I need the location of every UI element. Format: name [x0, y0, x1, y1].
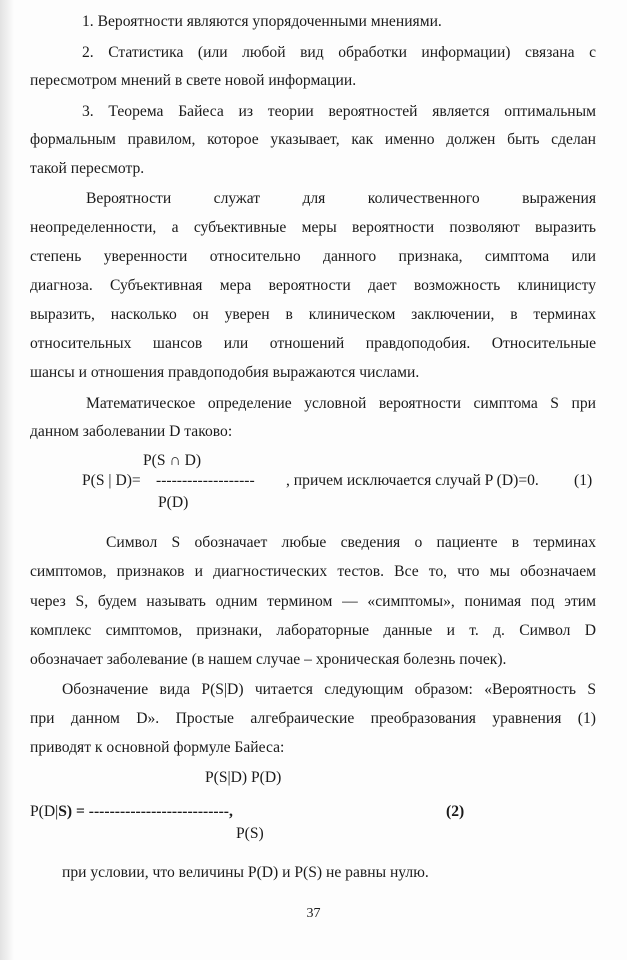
para2-line-1: Математическое определение условной вероятности симптома S при: [86, 395, 596, 412]
formula1-number: (1): [574, 472, 593, 489]
para1-line-1: Вероятности служат для количественного выражения: [86, 190, 596, 207]
para3-line-1: Символ S обозначает любые сведения о пациенте в терминах: [106, 534, 596, 551]
list-item-3-line-2: формальным правилом, которое указывает, как именно должен быть сделан: [30, 131, 596, 148]
list-item-2-line-2: пересмотром мнений в свете новой информации.: [30, 72, 357, 89]
para1-line-4: диагноза. Субъективная мера вероятности дает возможность клиницисту: [30, 277, 596, 294]
para1-line-7: шансы и отношения правдоподобия выражаются числами.: [30, 364, 420, 381]
para1-line-5: выразить, насколько он уверен в клиническом заключении, в терминах: [30, 306, 596, 323]
para4-line-3: приводят к основной формуле Байеса:: [30, 739, 285, 756]
para1-line-3: степень уверенности относительно данного признака, симптома или: [30, 248, 596, 265]
para5-line-1: при условии, что величины P(D) и P(S) не равны нулю.: [62, 864, 429, 881]
para4-line-2: при данном D». Простые алгебраические преобразования уравнения (1): [30, 710, 596, 727]
page-number: 37: [306, 906, 321, 921]
formula2-lhs-prefix: P(D|: [30, 803, 59, 820]
scan-edge-shadow: [0, 0, 14, 960]
formula2-lhs: [30, 803, 233, 821]
formula2-number: (2): [446, 803, 465, 820]
formula1-lhs: P(S | D)=: [82, 472, 141, 489]
formula2-lhs-bold: S) = ---------------------------,: [58, 803, 233, 820]
list-item-1: 1. Вероятности являются упорядоченными мнениями.: [82, 13, 442, 30]
para4-line-1: Обозначение вида P(S|D) читается следующим образом: «Вероятность S: [62, 681, 596, 698]
para1-line-2: неопределенности, а субъективные меры вероятности позволяют выразить: [30, 219, 596, 236]
para3-line-3: через S, будем называть одним термином — «симптомы», понимая под этим: [30, 593, 596, 610]
para3-line-2: симптомов, признаков и диагностических тестов. Все то, что мы обозначаем: [30, 563, 596, 580]
para3-line-4: комплекс симптомов, признаки, лабораторные данные и т. д. Символ D: [30, 622, 596, 639]
formula1-denominator: P(D): [158, 494, 189, 511]
list-item-2-line-1: 2. Статистика (или любой вид обработки информации) связана с: [82, 44, 596, 61]
formula1-condition: , причем исключается случай P (D)=0.: [286, 472, 539, 489]
formula2-numerator: P(S|D) P(D): [205, 769, 282, 786]
para3-line-5: обозначает заболевание (в нашем случае – хроническая болезнь почек).: [30, 651, 507, 668]
list-item-3-line-3: такой пересмотр.: [30, 160, 145, 177]
para2-line-2: данном заболевании D таково:: [30, 423, 233, 440]
para1-line-6: относительных шансов или отношений правдоподобия. Относительные: [30, 335, 596, 352]
formula1-fraction-bar: -------------------: [156, 472, 255, 489]
list-item-3-line-1: 3. Теорема Байеса из теории вероятностей является оптимальным: [82, 103, 596, 120]
formula2-denominator: P(S): [236, 825, 264, 842]
formula1-numerator: P(S ∩ D): [143, 452, 202, 469]
